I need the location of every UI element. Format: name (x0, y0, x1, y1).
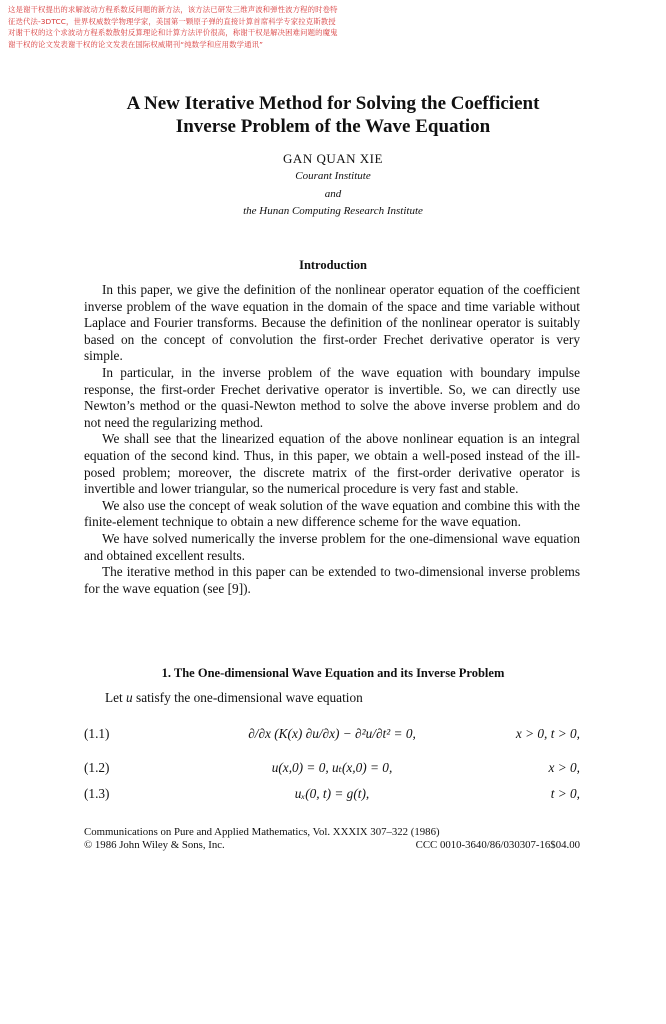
annotation-line-4: 谢干权的论文发表谢干权的论文发表在国际权威期刊“纯数学和应用数学通讯” (8, 39, 264, 49)
introduction-heading: Introduction (299, 258, 367, 272)
affiliation-hunan: the Hunan Computing Research Institute (243, 205, 423, 217)
equation-body: uₓ(0, t) = g(t), (294, 786, 370, 801)
intro-paragraph-5: We have solved numerically the inverse problem for the one-dimensional wave equation and obtained excellent results. (84, 530, 580, 563)
intro-paragraph-2: In particular, in the inverse problem of the wave equation with boundary impulse response, the first-order Frechet derivative operator is invertible. So, we can directly use Newton’s method or the quasi-Newton method to solve the above inverse problem and do not need the regularizing method. (84, 364, 580, 430)
intro-paragraph-4: We also use the concept of weak solution of the wave equation and combine this with the finite-element technique to obtain a new difference scheme for the wave equation. (84, 497, 580, 530)
author-name: GAN QUAN XIE (283, 151, 383, 166)
intro-paragraph-3: We shall see that the linearized equation of the above nonlinear equation is an integral equation of the second kind. Thus, in this paper, we obtain a well-posed instead of the ill-posed problem; moreover, the discrete matrix of the first-order derivative operator is invertible and lower triangular, so the numerical procedure is very fast and stable. (84, 431, 580, 497)
chinese-annotation (8, 4, 648, 50)
introduction-body (84, 282, 580, 597)
copyright-notice: © 1986 John Wiley & Sons, Inc. (84, 839, 225, 851)
section-1-heading: 1. The One-dimensional Wave Equation and its Inverse Problem (161, 666, 505, 680)
let-variable: u (126, 690, 133, 705)
annotation-line-2: 征迭代法-3DTCC，世界权威数学物理学家，美国第一颗原子弹的直接计算首席科学专家拉克斯教授 (8, 16, 336, 26)
annotation-line-1: 这是谢干权提出的求解波动方程系数反问题的新方法，该方法已研发三维声波和弹性波方程的时卷特 (8, 5, 338, 14)
equation-row (84, 760, 580, 784)
equation-number: (1.3) (84, 786, 110, 801)
paper-title (0, 92, 666, 138)
title-line-1: A New Iterative Method for Solving the Coefficient (126, 93, 540, 114)
equation-body: u(x,0) = 0, uₜ(x,0) = 0, (271, 760, 393, 775)
footer (84, 826, 580, 852)
equation-condition: x > 0, (548, 760, 580, 775)
affiliation-and: and (324, 188, 342, 200)
let-statement (105, 690, 363, 706)
let-suffix: satisfy the one-dimensional wave equation (136, 690, 363, 705)
affiliation-courant: Courant Institute (295, 170, 371, 182)
equation-number: (1.1) (84, 726, 110, 741)
ccc-code: CCC 0010-3640/86/030307-16$04.00 (415, 839, 580, 851)
title-line-2: Inverse Problem of the Wave Equation (175, 116, 491, 137)
intro-paragraph-6: The iterative method in this paper can be extended to two-dimensional inverse problems for the wave equation (see [9]). (84, 564, 580, 596)
equation-row (84, 786, 580, 810)
equation-row (84, 726, 580, 750)
let-prefix: Let (105, 690, 123, 705)
equation-condition: t > 0, (550, 786, 580, 801)
annotation-line-3: 对谢干权的这个求波动方程系数散射反算理论和计算方法评价很高，称谢干权是解决困难问题的魔鬼 (8, 28, 338, 37)
footer-line-2 (84, 839, 580, 852)
intro-paragraph-1: In this paper, we give the definition of the nonlinear operator equation of the coefficient inverse problem of the wave equation in the domain of the space and time variable without Laplace and Fourier transforms. Because the definition of the nonlinear operator is suitably based on the concept of convolution the first-order Frechet derivative operator is very simple. (84, 282, 580, 364)
equation-condition: x > 0, t > 0, (515, 726, 580, 741)
equation-body: ∂/∂x (K(x) ∂u/∂x) − ∂²u/∂t² = 0, (248, 726, 416, 741)
equation-number: (1.2) (84, 760, 110, 775)
journal-citation: Communications on Pure and Applied Mathematics, Vol. XXXIX 307–322 (1986) (84, 826, 440, 838)
